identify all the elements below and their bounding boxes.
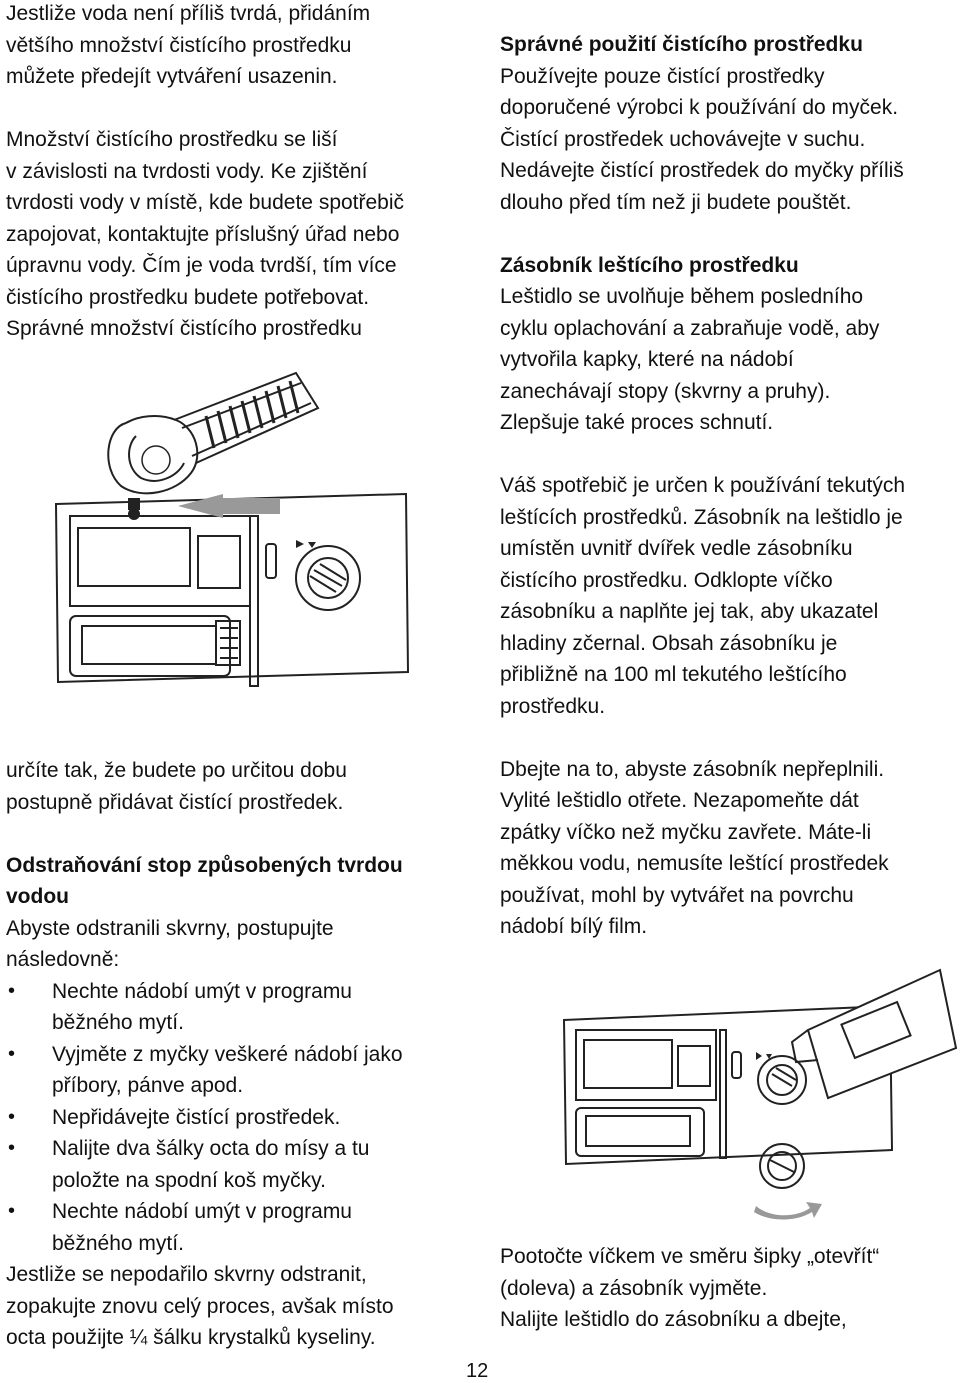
text-line: běžného mytí. (52, 1011, 184, 1034)
text-line: tvrdosti vody v místě, kde budete spotřebič (6, 191, 405, 214)
text-line: • Nechte nádobí umýt v programu (52, 1200, 352, 1223)
text-line: zanechávají stopy (skvrny a pruhy). (500, 379, 831, 403)
text-line: • Vyjměte z myčky veškeré nádobí jako (52, 1042, 403, 1066)
text-line: (doleva) a zásobník vyjměte. (500, 1276, 768, 1300)
text-line: Váš spotřebič je určen k používání tekutých (500, 474, 906, 497)
text-line: • Nepřidávejte čistící prostředek. (52, 1105, 341, 1129)
list-item (6, 1133, 456, 1196)
para-gradual-add (6, 755, 456, 818)
text-line: Čistící prostředek uchovávejte v suchu. (500, 127, 866, 151)
rinse-aid-dispenser-illustration (560, 968, 960, 1230)
text-line: Leštidlo se uvolňuje během posledního (500, 285, 864, 308)
list-item (6, 1039, 456, 1102)
para-detergent-use (500, 61, 955, 219)
list-item (6, 1102, 456, 1134)
text-line: vytvořila kapky, které na nádobí (500, 348, 794, 371)
text-line: většího množství čistícího prostředku (6, 33, 352, 57)
text-line: hladiny zčernal. Obsah zásobníku je (500, 631, 838, 655)
text-line: Jestliže se nepodařilo skvrny odstranit, (6, 1263, 367, 1286)
text-line: dlouho před tím než ji budete pouštět. (500, 190, 852, 214)
text-line: zpátky víčko než myčku zavřete. Máte-li (500, 820, 872, 844)
text-line: zásobníku a naplňte jej tak, aby ukazatel (500, 600, 879, 623)
text-line: octa použijte ¼ šálku krystalků kyseliny. (6, 1326, 376, 1349)
text-line: Nedávejte čistící prostředek do myčky příliš (500, 159, 904, 182)
right-column (500, 29, 955, 943)
text-line: cyklu oplachování a zabraňuje vodě, aby (500, 316, 880, 340)
heading-rinse-aid: Zásobník leštícího prostředku (500, 253, 799, 277)
bullet-list (6, 976, 456, 1260)
heading-hard-water-stains (6, 850, 456, 913)
text-line: čistícího prostředku budete potřebovat. (6, 285, 370, 309)
text-line: doporučené výrobci k používání do myček. (500, 96, 899, 119)
text-line: Vylité leštidlo otřete. Nezapomeňte dát (500, 789, 859, 812)
para-stains-intro (6, 913, 456, 976)
para-detergent-amount (6, 124, 446, 345)
para-rinse-aid (500, 281, 955, 439)
text-line: Abyste odstranili skvrny, postupujte (6, 916, 334, 940)
para-do-not-overfill (500, 754, 955, 943)
heading-line: vodou (6, 885, 69, 908)
text-line: úpravnu vody. Čím je voda tvrdší, tím více (6, 254, 397, 277)
para-hardness-intro (6, 0, 446, 93)
text-line: Dbejte na to, abyste zásobník nepřeplnili. (500, 757, 885, 781)
text-line: Množství čistícího prostředku se liší (6, 128, 338, 151)
text-line: používat, mohl by vytvářet na povrchu (500, 883, 854, 907)
detergent-dispenser-illustration (48, 476, 418, 712)
text-line: Zlepšuje také proces schnutí. (500, 411, 774, 434)
text-line: běžného mytí. (52, 1231, 184, 1255)
text-line: • Nalijte dva šálky octa do mísy a tu (52, 1137, 370, 1160)
rotate-arrow-icon (754, 1202, 822, 1220)
heading-detergent-use: Správné použití čistícího prostředku (500, 33, 863, 56)
text-line: Nalijte leštidlo do zásobníku a dbejte, (500, 1308, 847, 1331)
text-line: můžete předejít vytváření usazenin. (6, 65, 338, 88)
text-line: umístěn uvnitř dvířek vedle zásobníku (500, 537, 853, 560)
text-line: leštících prostředků. Zásobník na leštidlo je (500, 505, 903, 529)
left-column-lower (6, 755, 456, 1354)
text-line: v závislosti na tvrdosti vody. Ke zjištění (6, 159, 368, 183)
text-line: zapojovat, kontaktujte příslušný úřad nebo (6, 222, 400, 246)
text-line: určíte tak, že budete po určitou dobu (6, 759, 347, 782)
text-line: nádobí bílý film. (500, 915, 648, 938)
list-item (6, 1196, 456, 1259)
text-line: postupně přidávat čistící prostředek. (6, 790, 344, 814)
text-line: Pootočte víčkem ve směru šipky „otevřít“ (500, 1245, 880, 1268)
text-line: položte na spodní koš myčky. (52, 1168, 326, 1192)
text-line: Správné množství čistícího prostředku (6, 317, 362, 340)
left-column (6, 0, 446, 345)
text-line: čistícího prostředku. Odklopte víčko (500, 568, 833, 592)
text-line: měkkou vodu, nemusíte leštící prostředek (500, 852, 889, 875)
list-item (6, 976, 456, 1039)
text-line: zopakujte znovu celý proces, avšak místo (6, 1294, 394, 1318)
para-rotate-cap (500, 1241, 960, 1336)
para-repeat-process (6, 1259, 456, 1354)
right-column-lower (500, 1241, 960, 1336)
text-line: přibližně na 100 ml tekutého leštícího (500, 663, 847, 686)
text-line: • Nechte nádobí umýt v programu (52, 979, 352, 1003)
page-number: 12 (466, 1360, 489, 1382)
para-liquid-rinse (500, 470, 955, 722)
heading-line: Odstraňování stop způsobených tvrdou (6, 853, 403, 877)
rinse-aid-bottle-illustration (792, 970, 956, 1098)
text-line: následovně: (6, 948, 120, 971)
text-line: příbory, pánve apod. (52, 1074, 244, 1097)
text-line: prostředku. (500, 694, 606, 718)
text-line: Používejte pouze čistící prostředky (500, 64, 825, 88)
text-line: Jestliže voda není příliš tvrdá, přidáním (6, 2, 371, 25)
